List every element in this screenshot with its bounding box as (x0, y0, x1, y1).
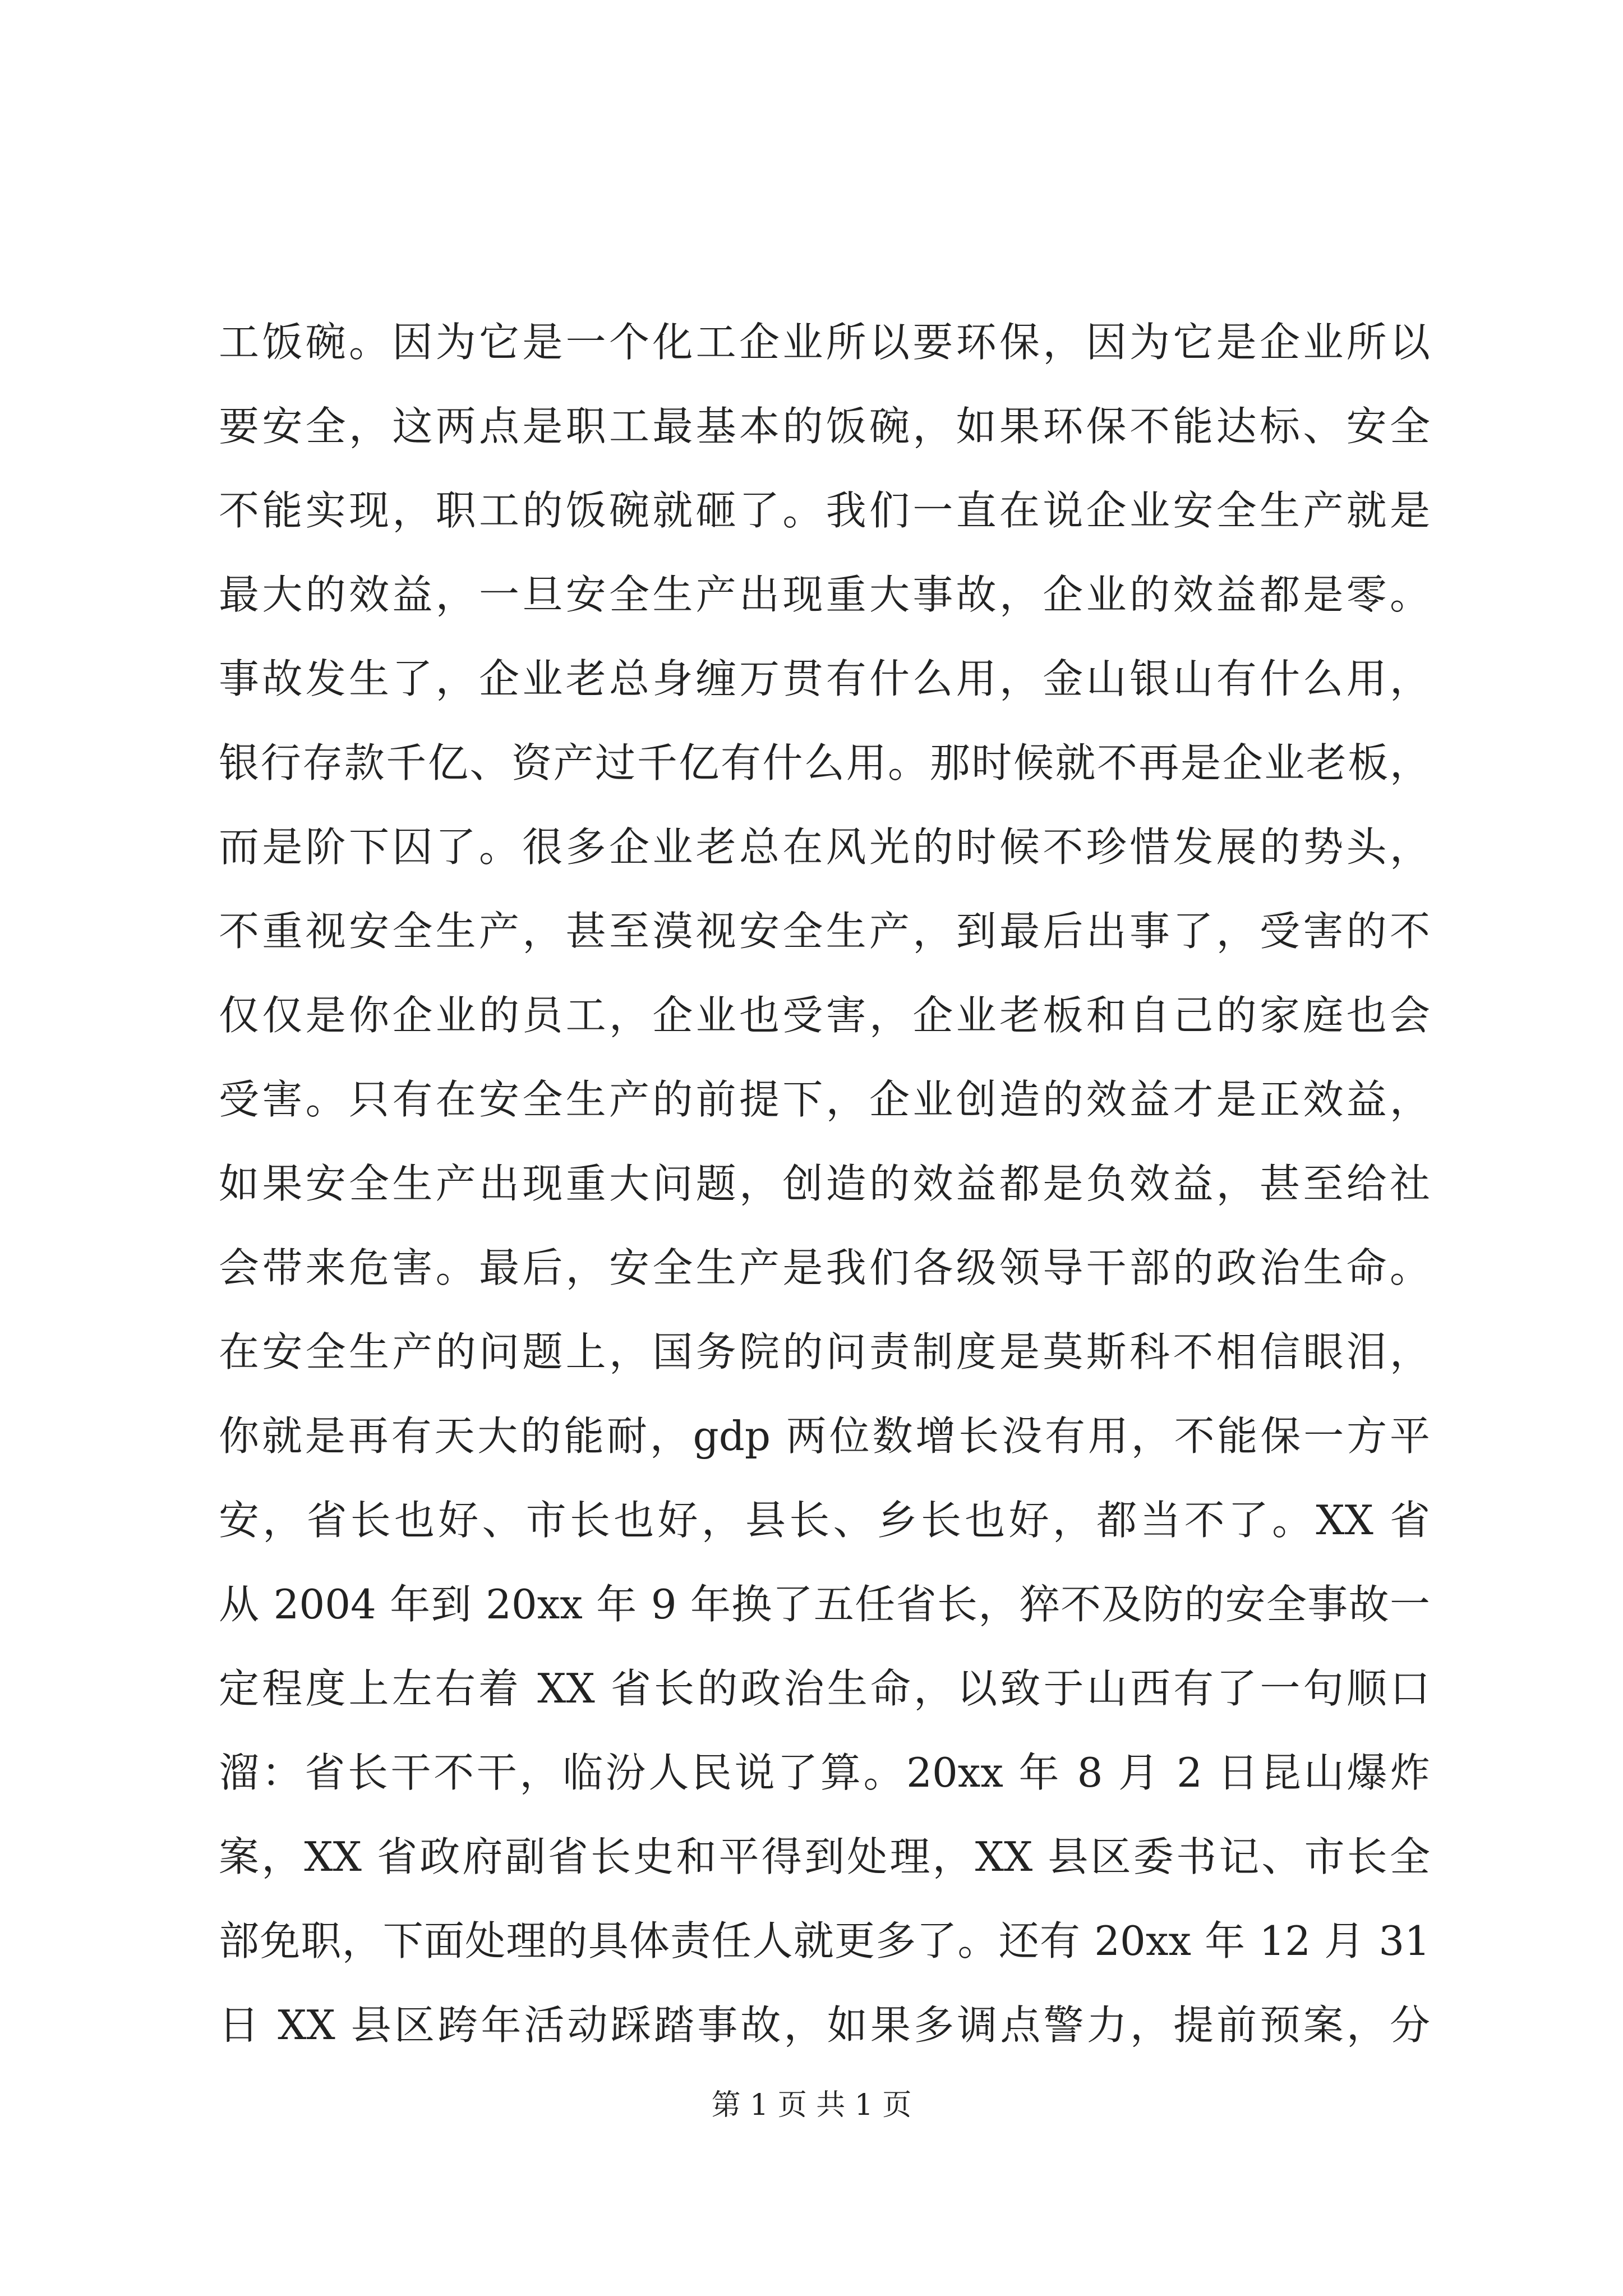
text-line: 不能实现，职工的饭碗就砸了。我们一直在说企业安全生产就是 (219, 487, 1430, 534)
text-line: 定程度上左右着 XX 省长的政治生命，以致于山西有了一句顺口 (219, 1665, 1430, 1712)
text-line: 不重视安全生产，甚至漠视安全生产，到最后出事了，受害的不 (219, 908, 1430, 955)
text-line: 部免职，下面处理的具体责任人就更多了。还有 20xx 年 12 月 31 (219, 1917, 1430, 1964)
text-line: 仅仅是你企业的员工，企业也受害，企业老板和自己的家庭也会 (219, 992, 1430, 1039)
text-line: 案，XX 省政府副省长史和平得到处理，XX 县区委书记、市长全 (219, 1833, 1430, 1880)
text-line: 安，省长也好、市长也好，县长、乡长也好，都当不了。XX 省 (219, 1497, 1430, 1544)
text-line: 最大的效益，一旦安全生产出现重大事故，企业的效益都是零。 (219, 571, 1430, 618)
page-number-label: 第 1 页 共 1 页 (711, 2088, 912, 2122)
text-line: 在安全生产的问题上，国务院的问责制度是莫斯科不相信眼泪， (219, 1328, 1430, 1375)
text-line: 而是阶下囚了。很多企业老总在风光的时候不珍惜发展的势头， (219, 823, 1430, 871)
text-line: 从 2004 年到 20xx 年 9 年换了五任省长，猝不及防的安全事故一 (219, 1581, 1430, 1628)
text-line: 银行存款千亿、资产过千亿有什么用。那时候就不再是企业老板， (219, 739, 1430, 786)
text-line: 工饭碗。因为它是一个化工企业所以要环保，因为它是企业所以 (219, 319, 1430, 366)
text-line: 日 XX 县区跨年活动踩踏事故，如果多调点警力，提前预案，分 (219, 2001, 1430, 2049)
text-line: 要安全，这两点是职工最基本的饭碗，如果环保不能达标、安全 (219, 403, 1430, 450)
text-line: 会带来危害。最后，安全生产是我们各级领导干部的政治生命。 (219, 1244, 1430, 1291)
text-line: 溜：省长干不干，临汾人民说了算。20xx 年 8 月 2 日昆山爆炸 (219, 1749, 1430, 1796)
body-text (219, 300, 1430, 2067)
text-line: 受害。只有在安全生产的前提下，企业创造的效益才是正效益， (219, 1076, 1430, 1123)
page-footer (0, 2086, 1623, 2125)
text-line: 事故发生了，企业老总身缠万贯有什么用，金山银山有什么用， (219, 655, 1430, 702)
text-line: 你就是再有天大的能耐，gdp 两位数增长没有用，不能保一方平 (219, 1412, 1430, 1460)
text-line: 如果安全生产出现重大问题，创造的效益都是负效益，甚至给社 (219, 1160, 1430, 1207)
